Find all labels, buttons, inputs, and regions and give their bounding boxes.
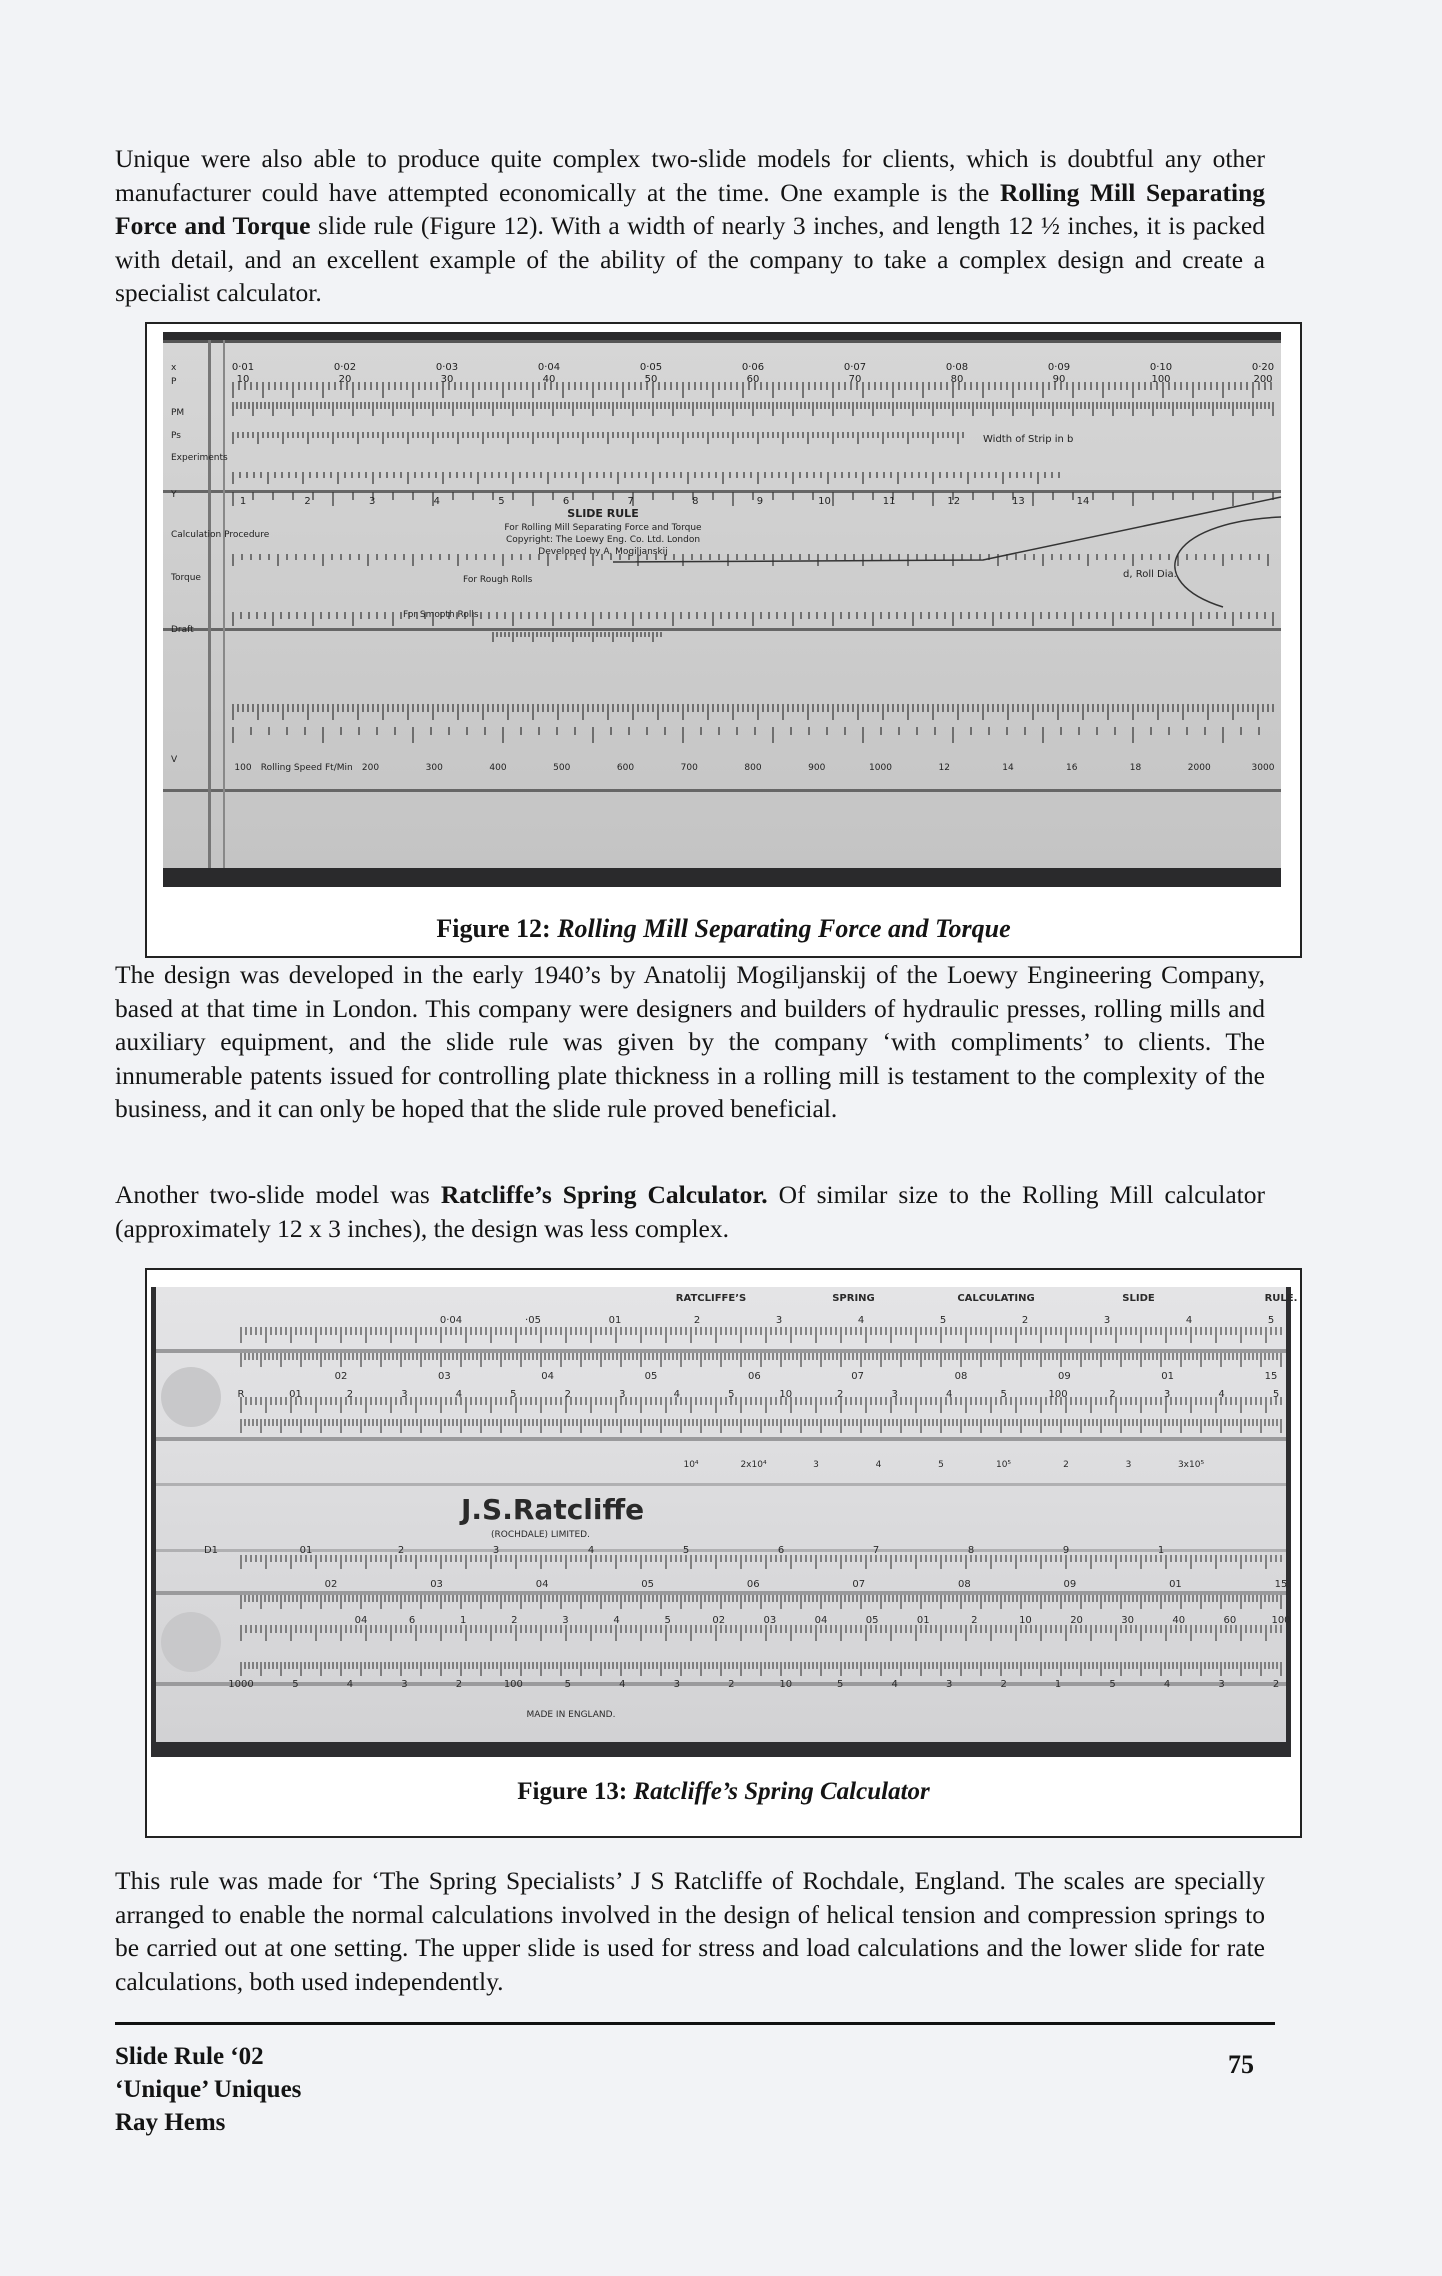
- scale2-label: 08: [954, 1371, 968, 1382]
- top-scale-label: 0·04: [537, 362, 561, 373]
- scale8-label: 3: [945, 1679, 953, 1690]
- spring-calculator-slide-rule-image: [151, 1287, 1298, 1757]
- scale8-label: 4: [891, 1679, 898, 1690]
- scale3-label: 2: [1109, 1389, 1116, 1400]
- bottom-scale-label: 12: [938, 763, 950, 773]
- scale8-label: 3: [673, 1679, 680, 1690]
- bottom-scale-label: 700: [680, 763, 698, 773]
- paragraph-design-history: The design was developed in the early 1940’s by Anatolij Mogiljanskij of the Loewy Engineering Company, based at that time in London. This company were designers and builders of hydraulic presses, rolling mills and auxiliary equipment, and the slide rule was given by the company ‘with compliments’ to clients. The innumerable patents issued for controlling plate thickness in a rolling mill is testament to the complexity of the business, and it can only be hoped that the slide rule proved beneficial.: [115, 960, 1265, 1123]
- middle-scale-label: 5: [498, 496, 505, 507]
- scale4-label: 3x10⁵: [1177, 1460, 1205, 1470]
- scale2-label: 07: [851, 1371, 865, 1382]
- rule-header-label: RULE.: [1264, 1293, 1298, 1304]
- scale3-label: 4: [1218, 1389, 1225, 1400]
- middle-scale-label: 6: [562, 496, 570, 507]
- scale6-label: 02: [324, 1579, 338, 1590]
- figure-12-box: [145, 322, 1302, 958]
- scale5-label: 01: [299, 1545, 313, 1556]
- figure-13-caption-title: Ratcliffe’s Spring Calculator: [633, 1778, 930, 1805]
- scale6-label: 07: [852, 1579, 866, 1590]
- left-scale-mark: Draft: [171, 625, 194, 635]
- scale7-label: 20: [1070, 1615, 1083, 1626]
- scale7-label: 01: [916, 1615, 930, 1626]
- para3-text-b: Of similar size to the Rolling Mill calculator (approximately 12 x 3 inches), the design was less complex.: [115, 1180, 1266, 1243]
- scale5-label: 2: [397, 1545, 405, 1556]
- left-scale-mark: P: [171, 377, 177, 387]
- middle-scale-label: 14: [1076, 496, 1090, 507]
- rule-header-label: SPRING: [832, 1293, 875, 1304]
- paragraph-ratcliffe-intro: [115, 1178, 1265, 1245]
- left-scale-mark: Torque: [171, 573, 201, 583]
- top-scale-label: 0·02: [333, 362, 357, 373]
- bottom-scale-label: 14: [1002, 763, 1014, 773]
- scale6-label: 06: [746, 1579, 760, 1590]
- scale1-label: 0·04: [439, 1315, 463, 1326]
- left-scale-mark: Ps: [171, 431, 181, 441]
- top-scale-lower-label: 90: [1052, 374, 1066, 385]
- bottom-scale-label: 2000: [1187, 763, 1211, 773]
- top-scale-lower-label: 80: [950, 374, 964, 385]
- scale6-label: 15: [1274, 1579, 1288, 1590]
- rule-header-label: CALCULATING: [957, 1293, 1035, 1304]
- top-scale-lower-label: 50: [644, 374, 658, 385]
- center-line: Copyright: The Loewy Eng. Co. Ltd. London: [505, 535, 701, 545]
- center-line: Developed by A. Mogiljanskij: [538, 547, 668, 557]
- scale3-label: 3: [619, 1389, 626, 1400]
- rule-header-label: SLIDE: [1122, 1293, 1155, 1304]
- scale7-label: 05: [865, 1615, 879, 1626]
- para3-text-a: Another two-slide model was: [115, 1180, 441, 1209]
- scale7-label: 100: [1271, 1615, 1291, 1626]
- scale4-label: 3: [1125, 1460, 1132, 1470]
- top-scale-label: 0·07: [843, 362, 867, 373]
- scale5-label: 1: [1157, 1545, 1165, 1556]
- scale7-label: 4: [613, 1615, 620, 1626]
- scale4-label: 4: [875, 1460, 882, 1470]
- scale3-label: 10: [779, 1389, 793, 1400]
- footer-article-title: ‘Unique’ Uniques: [115, 2076, 302, 2103]
- scale2-label: 06: [747, 1371, 761, 1382]
- para3-bold: Ratcliffe’s Spring Calculator.: [440, 1180, 768, 1209]
- scale1-label: 01: [608, 1315, 622, 1326]
- scale6-label: 08: [957, 1579, 971, 1590]
- top-scale-label: 0·03: [435, 362, 459, 373]
- left-scale-mark: PM: [171, 408, 185, 418]
- scale4-label: 5: [938, 1460, 944, 1470]
- figure-13-photo: [151, 1287, 1298, 1757]
- scale3-label: 100: [1048, 1389, 1068, 1400]
- brand-logo: J.S.Ratcliffe: [461, 1493, 645, 1526]
- paragraph-intro: [115, 142, 1265, 310]
- scale3-label: 3: [401, 1389, 408, 1400]
- scale5-label: 5: [682, 1545, 690, 1556]
- scale5-label: 8: [967, 1545, 975, 1556]
- scale4-label: 10⁵: [995, 1460, 1012, 1470]
- bottom-scale-label: 200: [361, 763, 380, 773]
- scale2-label: 05: [644, 1371, 658, 1382]
- bottom-scale-label: 100: [234, 763, 252, 773]
- middle-scale-label: 9: [756, 496, 764, 507]
- top-scale-lower-label: 20: [338, 374, 352, 385]
- scale7-label: 2: [511, 1615, 518, 1626]
- middle-scale-label: 12: [947, 496, 961, 507]
- scale7-label: 04: [814, 1615, 828, 1626]
- figure-12-caption-prefix: Figure 12:: [436, 914, 558, 943]
- top-scale-lower-label: 200: [1253, 374, 1273, 385]
- top-scale-label: 0·05: [639, 362, 663, 373]
- footer-divider: [115, 2022, 1275, 2025]
- para1-text-b: slide rule (Figure 12). With a width of nearly 3 inches, and length 12 ½ inches, it is packed with detail, and an excellent example of the ability of the company to take a complex design and create a specialist calculator.: [115, 211, 1265, 307]
- scale8-label: 5: [837, 1679, 844, 1690]
- scale3-label: 4: [455, 1389, 463, 1400]
- scale3-label: 01: [289, 1389, 302, 1400]
- bottom-scale-label: 500: [553, 763, 571, 773]
- bottom-scale-label: 3000: [1251, 763, 1275, 773]
- roll-dia-label: d, Roll Dia.: [1123, 569, 1177, 580]
- scale5-label: 4: [587, 1545, 595, 1556]
- figure-12-photo: [163, 332, 1281, 887]
- bottom-scale-label: 16: [1066, 763, 1078, 773]
- scale2-label: 02: [334, 1371, 348, 1382]
- scale7-label: 02: [712, 1615, 726, 1626]
- scale2-label: 01: [1161, 1371, 1175, 1382]
- scale3-label: 5: [1272, 1389, 1280, 1400]
- footer-credits: [115, 2040, 301, 2139]
- left-scale-mark: Calculation Procedure: [171, 530, 270, 540]
- scale7-label: 03: [763, 1615, 777, 1626]
- top-scale-lower-label: 10: [236, 374, 250, 385]
- scale6-label: 01: [1169, 1579, 1182, 1590]
- scale7-label: 1: [460, 1615, 467, 1626]
- rolling-mill-slide-rule-image: [163, 332, 1281, 887]
- scale8-label: 4: [346, 1679, 354, 1690]
- top-scale-lower-label: 100: [1151, 374, 1171, 385]
- scale3-label: 5: [728, 1389, 735, 1400]
- scale4-label: 10⁴: [683, 1460, 699, 1470]
- center-title: SLIDE RULE: [567, 507, 639, 520]
- rule-header-label: RATCLIFFE’S: [675, 1293, 747, 1304]
- top-scale-label: 0·09: [1047, 362, 1071, 373]
- scale2-label: 04: [541, 1371, 555, 1382]
- scale8-label: 2: [1272, 1679, 1280, 1690]
- figure-12-caption: [147, 914, 1300, 944]
- scale4-label: 3: [813, 1460, 819, 1470]
- bottom-scale-label: 18: [1129, 763, 1142, 773]
- top-scale-label: 0·10: [1149, 362, 1173, 373]
- top-scale-lower-label: 60: [746, 374, 760, 385]
- top-scale-label: 0·20: [1251, 362, 1275, 373]
- scale3-label: 5: [510, 1389, 517, 1400]
- scale5-label: 6: [777, 1545, 785, 1556]
- scale8-label: 100: [503, 1679, 523, 1690]
- scale8-label: 4: [619, 1679, 626, 1690]
- scale8-label: 3: [401, 1679, 408, 1690]
- top-scale-label: 0·01: [231, 362, 255, 373]
- scale2-label: 15: [1264, 1371, 1278, 1382]
- middle-scale-label: 3: [369, 496, 376, 507]
- scale8-label: 1: [1054, 1679, 1062, 1690]
- top-scale-label: 0·06: [741, 362, 765, 373]
- scale2-label: 03: [437, 1371, 451, 1382]
- middle-scale-label: 11: [882, 496, 896, 507]
- scale3-label: 5: [1000, 1389, 1007, 1400]
- scale3-label: R: [237, 1389, 245, 1400]
- scale8-label: 3: [1218, 1679, 1225, 1690]
- middle-scale-label: 10: [818, 496, 831, 507]
- left-scale-mark: V: [171, 755, 178, 765]
- scale6-label: 03: [430, 1579, 443, 1590]
- bottom-scale-label: 300: [425, 763, 443, 773]
- bottom-scale-label: Rolling Speed Ft/Min: [260, 763, 353, 773]
- center-line: For Rolling Mill Separating Force and Torque: [504, 523, 702, 533]
- bottom-scale-label: 1000: [869, 763, 892, 773]
- scale3-label: 2: [346, 1389, 354, 1400]
- bottom-scale-label: 600: [616, 763, 635, 773]
- middle-scale-label: 1: [239, 496, 247, 507]
- scale1-label: 2: [1021, 1315, 1029, 1326]
- scale7-label: 10: [1019, 1615, 1032, 1626]
- scale2-label: 09: [1057, 1371, 1071, 1382]
- top-scale-lower-label: 30: [440, 374, 454, 385]
- top-scale-lower-label: 70: [848, 374, 862, 385]
- width-label: Width of Strip in b: [983, 434, 1074, 445]
- bottom-scale-label: 400: [489, 763, 507, 773]
- scale7-label: 30: [1121, 1615, 1135, 1626]
- scale1-label: 4: [857, 1315, 865, 1326]
- scale3-label: 4: [945, 1389, 953, 1400]
- scale8-label: 1000: [228, 1679, 254, 1690]
- left-scale-mark: x: [171, 363, 177, 373]
- scale5-label: 3: [492, 1545, 500, 1556]
- page-number: 75: [1228, 2050, 1254, 2079]
- scale1-label: 2: [693, 1315, 701, 1326]
- scale8-label: 2: [728, 1679, 735, 1690]
- top-scale-lower-label: 40: [542, 374, 556, 385]
- bottom-scale-label: 900: [808, 763, 826, 773]
- scale8-label: 5: [564, 1679, 572, 1690]
- rough-rolls-label: For Rough Rolls: [463, 575, 533, 585]
- figure-12-caption-title: Rolling Mill Separating Force and Torque: [557, 914, 1011, 943]
- scale3-label: 2: [837, 1389, 844, 1400]
- scale8-label: 5: [1109, 1679, 1116, 1690]
- scale6-label: 04: [535, 1579, 549, 1590]
- scale7-label: 40: [1172, 1615, 1186, 1626]
- scale8-label: 2: [1000, 1679, 1007, 1690]
- scale3-label: 3: [891, 1389, 898, 1400]
- top-scale-label: 0·08: [945, 362, 969, 373]
- bottom-scale-label: 800: [744, 763, 762, 773]
- scale5-label: 9: [1062, 1545, 1070, 1556]
- scale7-label: 04: [354, 1615, 368, 1626]
- middle-scale-label: 2: [304, 496, 311, 507]
- middle-scale-label: 4: [433, 496, 441, 507]
- figure-13-caption-prefix: Figure 13:: [517, 1778, 634, 1805]
- left-scale-mark: Experiments: [171, 453, 228, 463]
- scale1-label: 5: [1267, 1315, 1275, 1326]
- left-scale-mark: Y: [171, 490, 177, 500]
- scale8-label: 4: [1163, 1679, 1171, 1690]
- scale8-label: 5: [292, 1679, 299, 1690]
- scale7-label: 2: [971, 1615, 978, 1626]
- figure-13-box: [145, 1268, 1302, 1838]
- para1-bold: Rolling Mill Separating Force and Torque: [115, 177, 1265, 240]
- scale4-label: 2: [1063, 1460, 1069, 1470]
- scale8-label: 10: [779, 1679, 793, 1690]
- scale1-label: 4: [1185, 1315, 1193, 1326]
- scale6-label: 09: [1063, 1579, 1077, 1590]
- middle-scale-label: 7: [627, 496, 634, 507]
- scale3-label: 4: [673, 1389, 680, 1400]
- scale5-label: D1: [203, 1545, 219, 1556]
- scale1-label: 5: [939, 1315, 947, 1326]
- footer-publication: Slide Rule ‘02: [115, 2043, 264, 2070]
- scale7-label: 6: [408, 1615, 416, 1626]
- scale5-label: 7: [872, 1545, 880, 1556]
- scale1-label: 3: [775, 1315, 783, 1326]
- middle-scale-label: 13: [1012, 496, 1025, 507]
- scale7-label: 3: [562, 1615, 569, 1626]
- footer-author: Ray Hems: [115, 2109, 226, 2136]
- scale7-label: 60: [1223, 1615, 1237, 1626]
- scale4-label: 2x10⁴: [740, 1460, 767, 1470]
- scale6-label: 05: [641, 1579, 655, 1590]
- made-in-label: MADE IN ENGLAND.: [526, 1710, 616, 1720]
- scale8-label: 2: [455, 1679, 463, 1690]
- paragraph-ratcliffe-description: This rule was made for ‘The Spring Specialists’ J S Ratcliffe of Rochdale, England. The scales are specially arranged to enable the normal calculations involved in the design of helical tension and compression springs to be carried out at one setting. The upper slide is used for stress and load calculations and the lower slide for rate calculations, both used independently.: [115, 1866, 1265, 1996]
- scale3-label: 3: [1163, 1389, 1171, 1400]
- scale1-label: 3: [1103, 1315, 1111, 1326]
- middle-scale-label: 8: [692, 496, 699, 507]
- smooth-rolls-label: For Smooth Rolls: [403, 610, 479, 620]
- figure-13-caption: [147, 1778, 1300, 1806]
- para1-text-a: Unique were also able to produce quite complex two-slide models for clients, which is doubtful any other manufacturer could have attempted economically at the time. One example is the: [115, 144, 1265, 207]
- scale7-label: 5: [664, 1615, 671, 1626]
- brand-subtitle: (ROCHDALE) LIMITED.: [491, 1530, 590, 1540]
- scale3-label: 2: [564, 1389, 572, 1400]
- scale1-label: ·05: [525, 1315, 541, 1326]
